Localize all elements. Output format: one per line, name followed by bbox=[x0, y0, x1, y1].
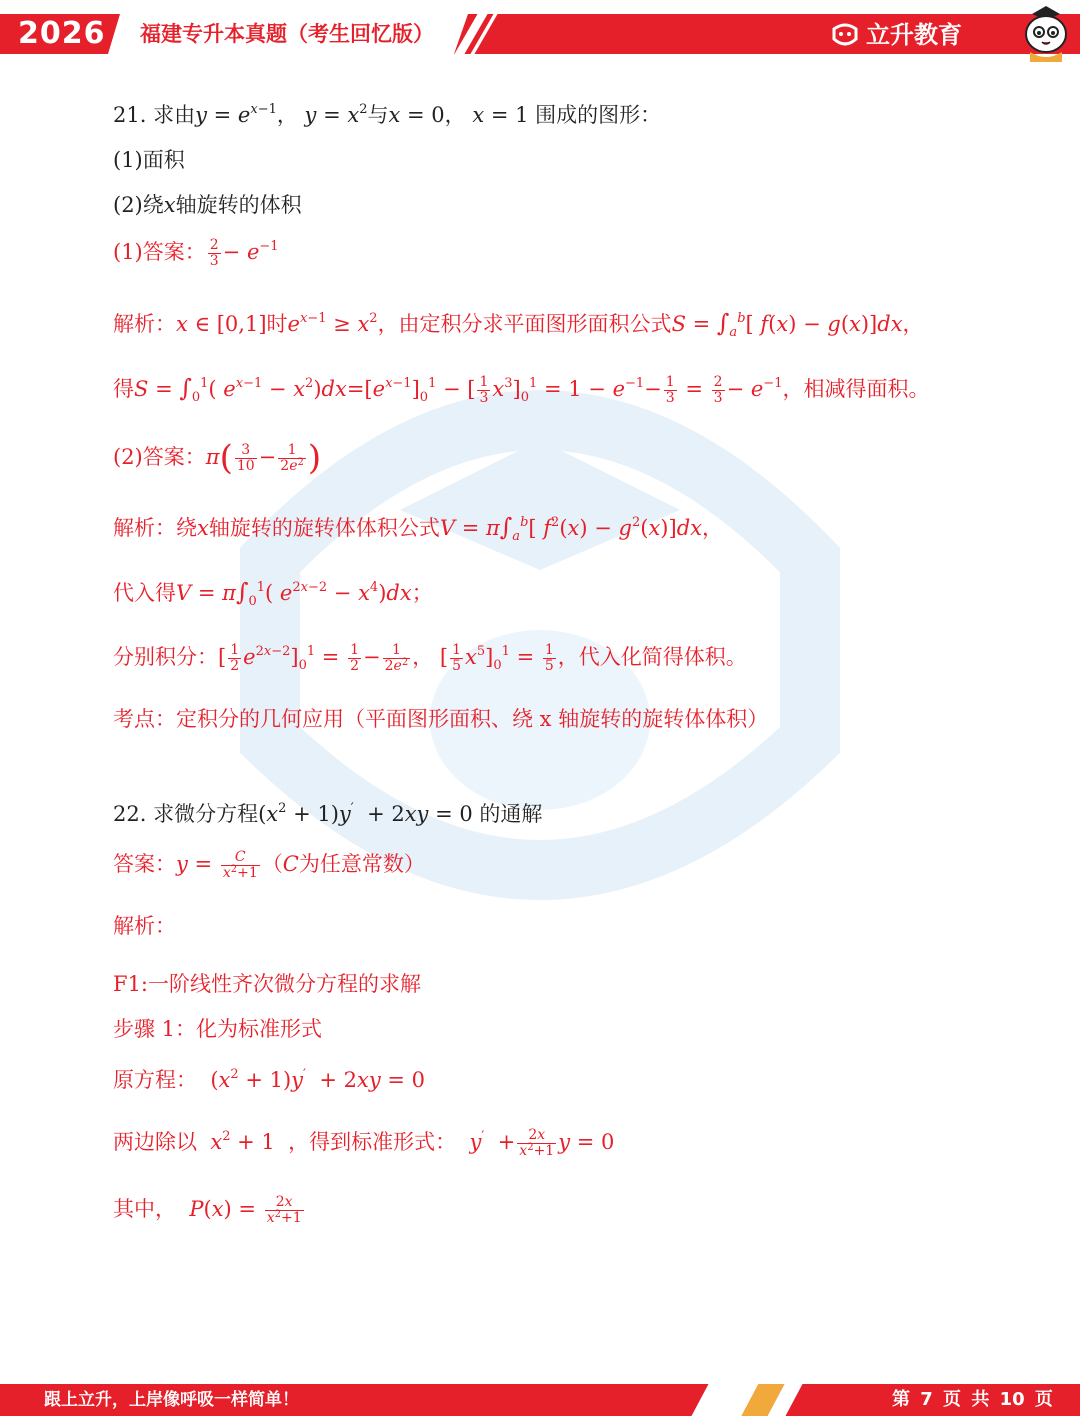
footer-slogan: 跟上立升，上岸像呼吸一样简单！ bbox=[44, 1390, 299, 1410]
q22-answer: 答案：y = $\frac{C}{x^2+1}$ （C为任意常数） bbox=[113, 849, 425, 881]
mascot-icon bbox=[1018, 0, 1074, 62]
q21-knowledge-point: 考点：定积分的几何应用（平面图形面积、绕 x 轴旋转的旋转体体积） bbox=[113, 707, 769, 731]
header-year: 2026 bbox=[18, 16, 106, 51]
q21-explanation1-line2: 得$S = \int_0^1$( $e^{x-1} - x^2)dx=[e^{x-1}]_0^1$ − [ $\frac{1}{3}$ $x^3]_0^1 = 1 - e^{-1}-$ $\frac{1}{3}$ = $\frac{2}{3}$ − $e^{-1}$，相减得面积。 bbox=[113, 374, 930, 406]
q21-explanation2-line3: 分别积分：[ $\frac{1}{2}$ $e^{2x-2}]_0^1$ = $\frac{1}{2}$ − $\frac{1}{2e^2}$ ， [ $\frac{1}{5}$ $x^5]_0^1$ = $\frac{1}{5}$ ，代入化简得体积。 bbox=[113, 642, 747, 674]
page-number: 第 7 页 共 10 页 bbox=[892, 1389, 1053, 1410]
q21-explanation2-line2: 代入得$V = \pi\int_0^1$( $e^{2x-2} - x^4)dx$； bbox=[113, 578, 433, 609]
q21-part1: (1)面积 bbox=[113, 148, 185, 172]
q21-part2: (2)绕x轴旋转的体积 bbox=[113, 193, 302, 217]
q22-explanation-label: 解析： bbox=[113, 914, 176, 938]
q21-answer1: (1)答案： $\frac{2}{3}$ − $e^{-1}$ bbox=[113, 237, 279, 269]
q22-method: F1:一阶线性齐次微分方程的求解 bbox=[113, 972, 422, 996]
header-title: 福建专升本真题（考生回忆版） bbox=[140, 22, 434, 46]
q22-step1: 步骤 1：化为标准形式 bbox=[113, 1017, 323, 1041]
q21-explanation2-line1: 解析：绕x轴旋转的旋转体体积公式$V = \pi\int_a^b$[ $f^2(x) - g^2(x)]dx$， bbox=[113, 513, 723, 544]
q21-explanation1-line1: 解析：x ∈ [0,1]时$e^{x-1} \ge x^2$，由定积分求平面图形面积公式$S = \int_a^b$[ f(x) − g(x)]dx， bbox=[113, 309, 924, 340]
q22-px-definition: 其中， P(x) = $\frac{2x}{x^2+1}$ bbox=[113, 1194, 302, 1226]
q21-stem: 21. 求由$y = e^{x-1}$， $y = x^2$与x = 0， x = 1 围成的图形： bbox=[113, 102, 662, 127]
q22-stem: 22. 求微分方程$(x^2 + 1)y' + 2xy = 0$ 的通解 bbox=[113, 801, 543, 826]
brand-logo bbox=[830, 16, 962, 54]
q22-original-equation: 原方程： $(x^2 + 1)y' + 2xy = 0$ bbox=[113, 1067, 426, 1092]
brand-logo-icon bbox=[830, 21, 860, 49]
brand-logo-text: 立升教育 bbox=[866, 21, 962, 49]
q21-answer2: (2)答案：π( $\frac{3}{10}$ − $\frac{1}{2e^2}$ ) bbox=[113, 438, 322, 478]
q22-standard-form: 两边除以 $x^2 + 1$ ，得到标准形式： y′ + $\frac{2x}{x^2+1}$ y = 0 bbox=[113, 1127, 615, 1159]
